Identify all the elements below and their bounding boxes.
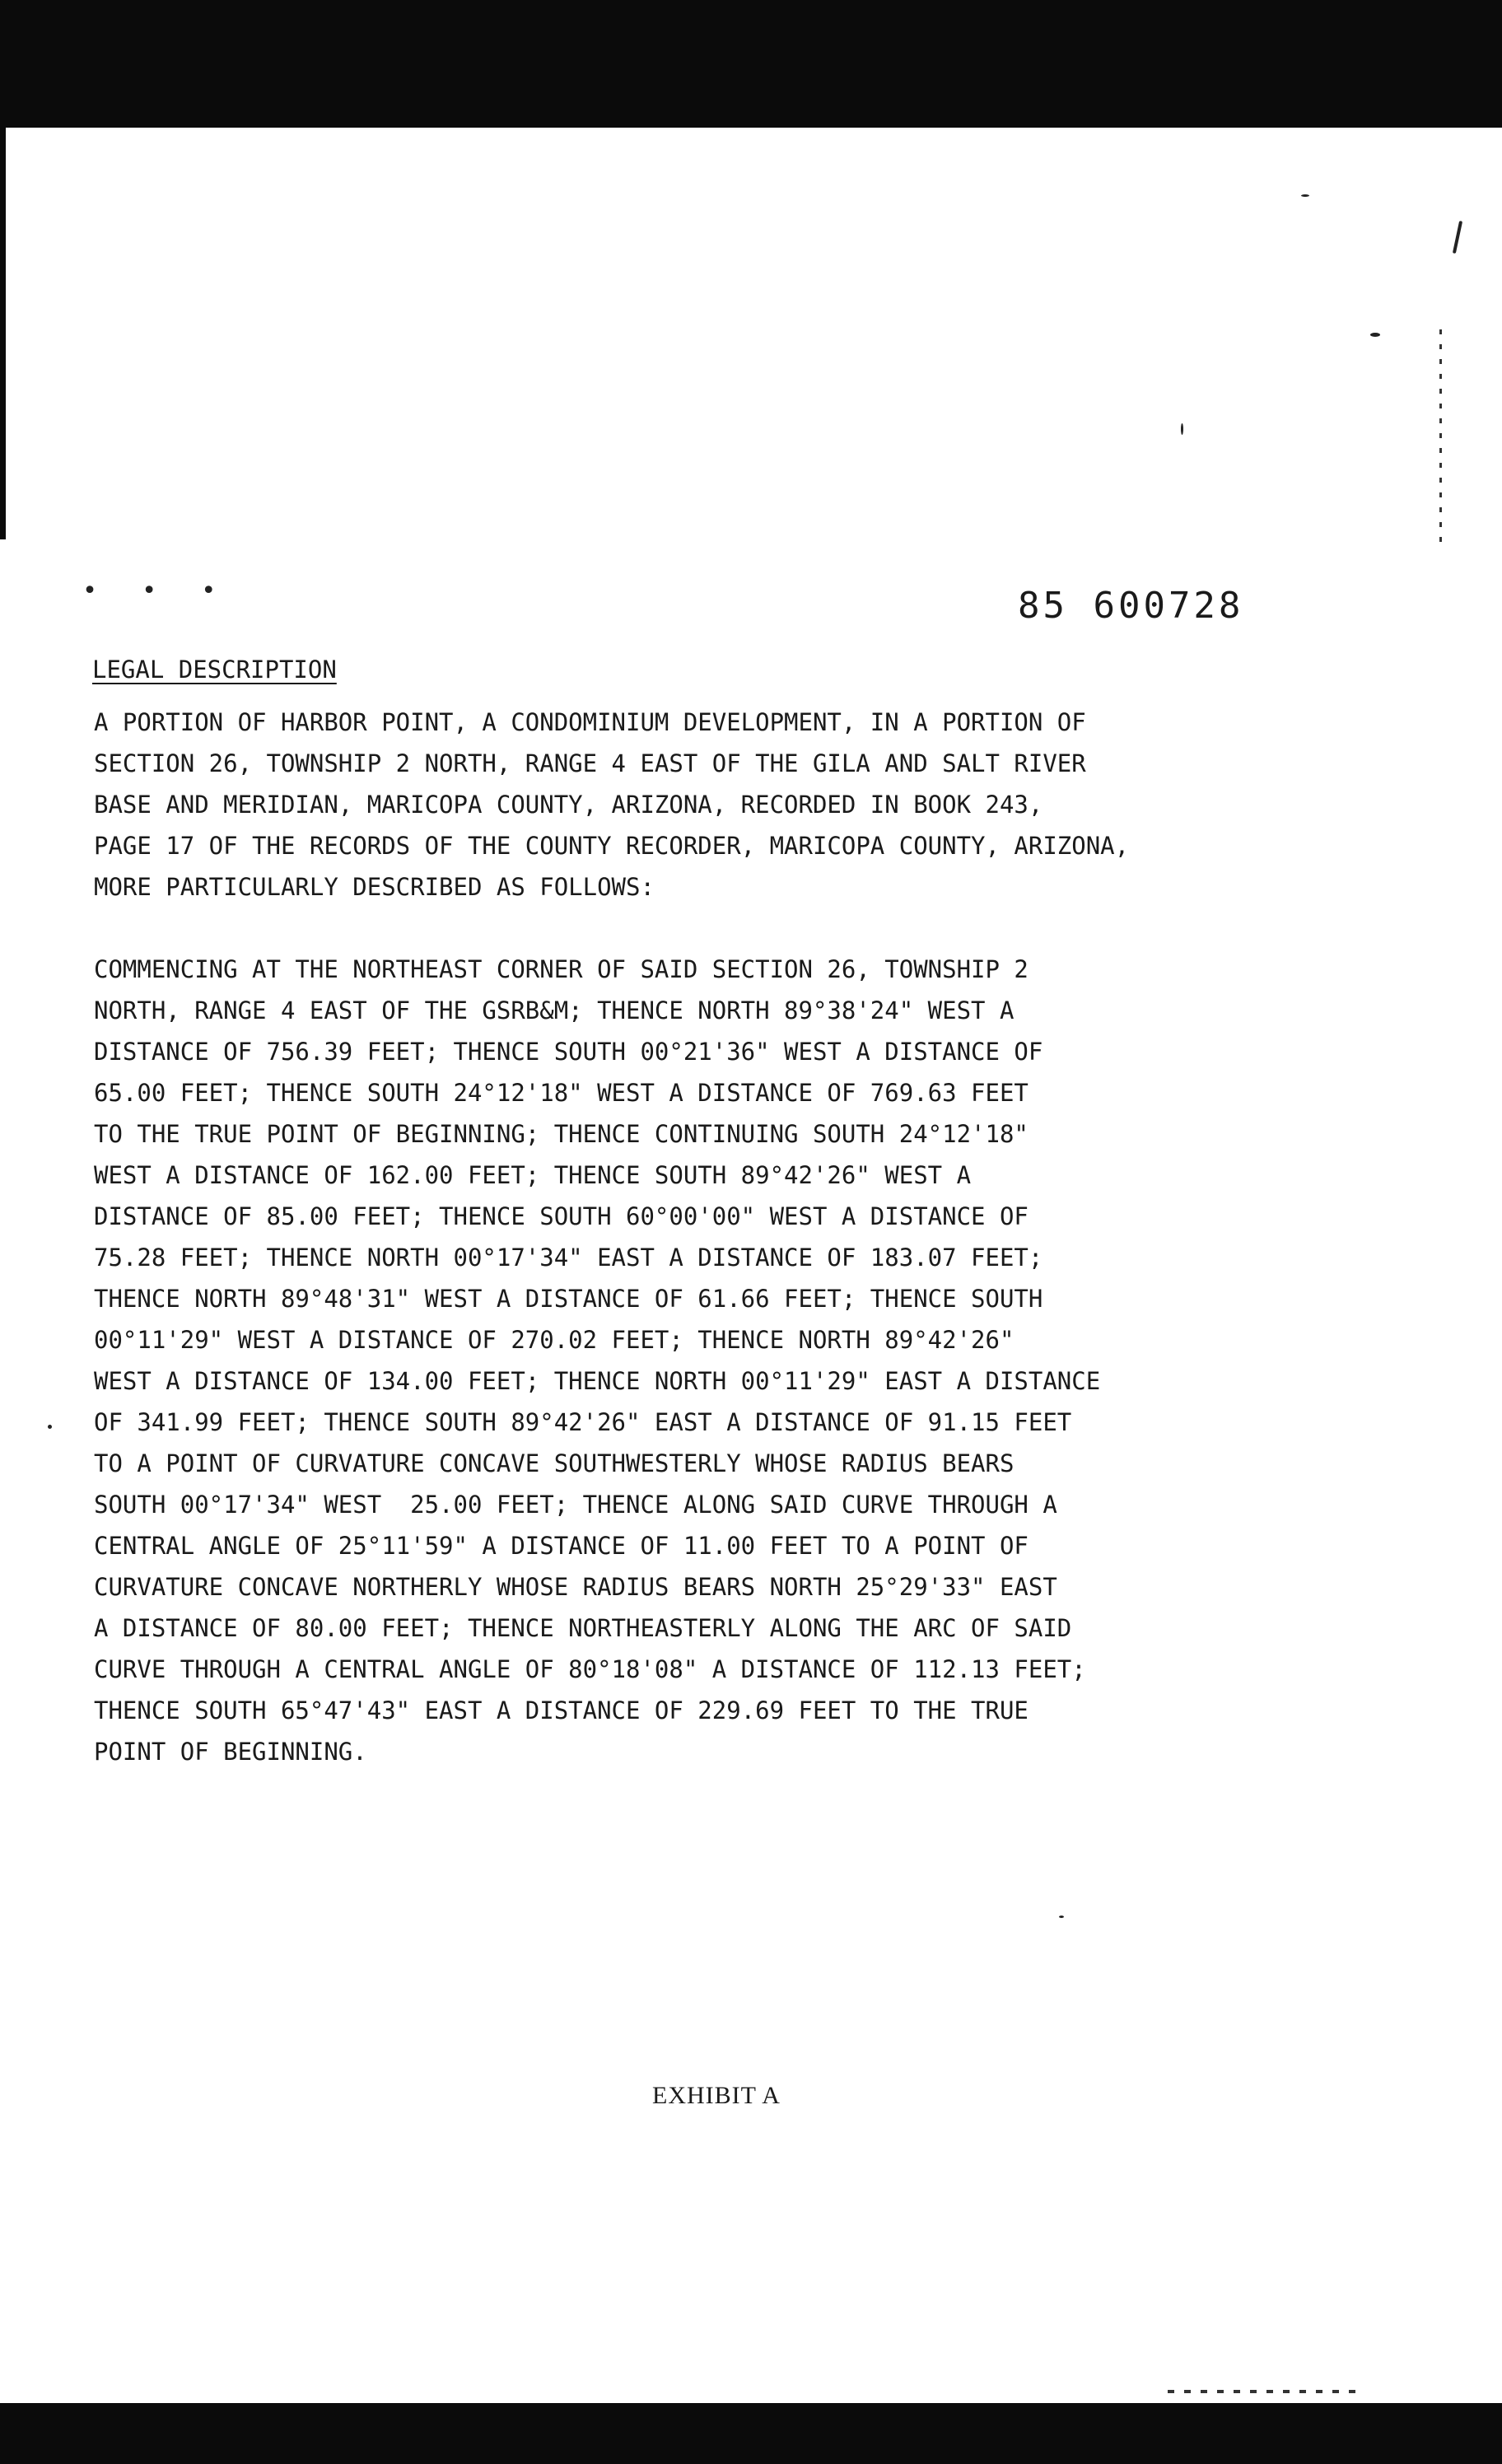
heading-legal-description: LEGAL DESCRIPTION [92,656,337,684]
paragraph-line: NORTH, RANGE 4 EAST OF THE GSRB&M; THENCE NORTH 89°38'24" WEST A [94,996,1015,1024]
paragraph-line: TO A POINT OF CURVATURE CONCAVE SOUTHWESTERLY WHOSE RADIUS BEARS [94,1449,1015,1477]
paragraph-line: DISTANCE OF 756.39 FEET; THENCE SOUTH 00°21'36" WEST A DISTANCE OF [94,1038,1043,1066]
paragraph-line: OF 341.99 FEET; THENCE SOUTH 89°42'26" EAST A DISTANCE OF 91.15 FEET [94,1408,1072,1436]
scan-speck [48,1425,52,1429]
scan-speck [1181,423,1183,435]
metes-and-bounds-paragraph [94,949,1378,1772]
paragraph-line: 65.00 FEET; THENCE SOUTH 24°12'18" WEST A DISTANCE OF 769.63 FEET [94,1079,1029,1107]
paragraph-line: TO THE TRUE POINT OF BEGINNING; THENCE CONTINUING SOUTH 24°12'18" [94,1120,1029,1148]
scan-top-border [0,0,1502,128]
intro-paragraph [94,702,1378,908]
exhibit-label: EXHIBIT A [652,2082,781,2109]
paragraph-line: WEST A DISTANCE OF 134.00 FEET; THENCE NORTH 00°11'29" EAST A DISTANCE [94,1367,1101,1395]
paragraph-line: SECTION 26, TOWNSHIP 2 NORTH, RANGE 4 EAST OF THE GILA AND SALT RIVER [94,749,1086,777]
paragraph-line: WEST A DISTANCE OF 162.00 FEET; THENCE SOUTH 89°42'26" WEST A [94,1161,972,1189]
scan-speck [1439,329,1442,544]
paragraph-line: POINT OF BEGINNING. [94,1738,367,1766]
margin-dots: • • • [82,576,231,605]
scan-speck [1370,333,1380,337]
paragraph-line: 75.28 FEET; THENCE NORTH 00°17'34" EAST A DISTANCE OF 183.07 FEET; [94,1244,1043,1272]
paragraph-line: A PORTION OF HARBOR POINT, A CONDOMINIUM DEVELOPMENT, IN A PORTION OF [94,708,1086,736]
scan-speck [1168,2390,1365,2393]
paragraph-line: THENCE SOUTH 65°47'43" EAST A DISTANCE OF 229.69 FEET TO THE TRUE [94,1696,1029,1724]
paragraph-line: CENTRAL ANGLE OF 25°11'59" A DISTANCE OF 11.00 FEET TO A POINT OF [94,1532,1029,1560]
paragraph-line: A DISTANCE OF 80.00 FEET; THENCE NORTHEASTERLY ALONG THE ARC OF SAID [94,1614,1072,1642]
scan-bottom-border [0,2403,1502,2464]
paragraph-line: SOUTH 00°17'34" WEST 25.00 FEET; THENCE ALONG SAID CURVE THROUGH A [94,1491,1057,1519]
paragraph-line: PAGE 17 OF THE RECORDS OF THE COUNTY RECORDER, MARICOPA COUNTY, ARIZONA, [94,832,1130,860]
paragraph-line: CURVE THROUGH A CENTRAL ANGLE OF 80°18'08" A DISTANCE OF 112.13 FEET; [94,1655,1086,1683]
scan-left-border [0,128,6,539]
paragraph-line: CURVATURE CONCAVE NORTHERLY WHOSE RADIUS BEARS NORTH 25°29'33" EAST [94,1573,1057,1601]
paragraph-line: 00°11'29" WEST A DISTANCE OF 270.02 FEET; THENCE NORTH 89°42'26" [94,1326,1015,1354]
scan-speck [1301,194,1309,197]
scan-speck [1059,1916,1064,1918]
paragraph-line: THENCE NORTH 89°48'31" WEST A DISTANCE OF 61.66 FEET; THENCE SOUTH [94,1285,1043,1313]
paragraph-line: COMMENCING AT THE NORTHEAST CORNER OF SAID SECTION 26, TOWNSHIP 2 [94,955,1029,983]
paragraph-line: DISTANCE OF 85.00 FEET; THENCE SOUTH 60°00'00" WEST A DISTANCE OF [94,1202,1029,1230]
document-number: 85 600728 [1018,585,1244,627]
scan-speck [1453,221,1462,254]
paragraph-line: BASE AND MERIDIAN, MARICOPA COUNTY, ARIZONA, RECORDED IN BOOK 243, [94,791,1043,819]
paragraph-line: MORE PARTICULARLY DESCRIBED AS FOLLOWS: [94,873,655,901]
